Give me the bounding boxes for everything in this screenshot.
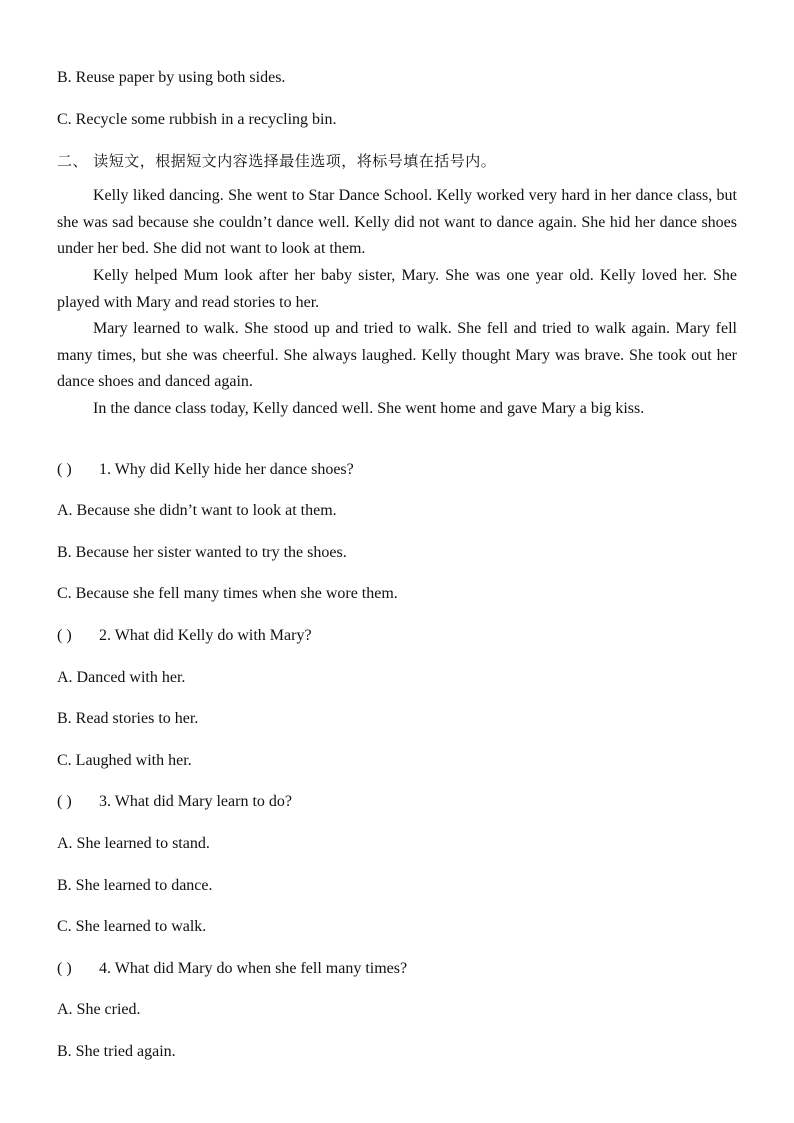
question-2-option-b: B. Read stories to her. [57, 710, 199, 727]
question-1 [57, 460, 354, 480]
passage-paragraph-4: In the dance class today, Kelly danced well. She went home and gave Mary a big kiss. [93, 400, 645, 417]
passage-paragraph-2: Kelly helped Mum look after her baby sister, Mary. She was one year old. Kelly loved her. She played with Mary and read stories to her. [57, 267, 737, 311]
question-text: 3. What did Mary learn to do? [99, 793, 292, 810]
answer-blank[interactable]: ( ) [57, 793, 72, 810]
question-text: 1. Why did Kelly hide her dance shoes? [99, 461, 354, 478]
question-text: 2. What did Kelly do with Mary? [99, 627, 312, 644]
question-3-option-a: A. She learned to stand. [57, 835, 210, 852]
answer-blank[interactable]: ( ) [57, 960, 72, 977]
passage-paragraph-3: Mary learned to walk. She stood up and tried to walk. She fell and tried to walk again. Mary fell many times, but she was cheerful. She always laughed. Kelly thought Mary was brave. She took out her dance shoes and danced again. [57, 320, 737, 390]
section-heading: 二、 读短文，根据短文内容选择最佳选项，将标号填在括号内。 [57, 152, 497, 170]
question-2-option-a: A. Danced with her. [57, 669, 186, 686]
answer-blank[interactable]: ( ) [57, 627, 72, 644]
question-4-option-a: A. She cried. [57, 1001, 141, 1018]
question-2 [57, 626, 312, 646]
question-2-option-c: C. Laughed with her. [57, 752, 192, 769]
question-4-option-b: B. She tried again. [57, 1043, 176, 1060]
question-1-option-c: C. Because she fell many times when she wore them. [57, 585, 398, 602]
question-1-option-b: B. Because her sister wanted to try the shoes. [57, 544, 347, 561]
question-3-option-b: B. She learned to dance. [57, 877, 213, 894]
option-c-recycle-rubbish: C. Recycle some rubbish in a recycling bin. [57, 111, 337, 128]
question-3 [57, 792, 292, 812]
question-1-option-a: A. Because she didn’t want to look at them. [57, 502, 337, 519]
question-4 [57, 959, 407, 979]
answer-blank[interactable]: ( ) [57, 461, 72, 478]
option-b-reuse-paper: B. Reuse paper by using both sides. [57, 69, 286, 86]
passage-paragraph-1: Kelly liked dancing. She went to Star Dance School. Kelly worked very hard in her dance class, but she was sad because she couldn’t dance well. Kelly did not want to dance again. She hid her dance shoes under her bed. She did not want to look at them. [57, 187, 737, 257]
question-text: 4. What did Mary do when she fell many times? [99, 960, 408, 977]
question-3-option-c: C. She learned to walk. [57, 918, 207, 935]
